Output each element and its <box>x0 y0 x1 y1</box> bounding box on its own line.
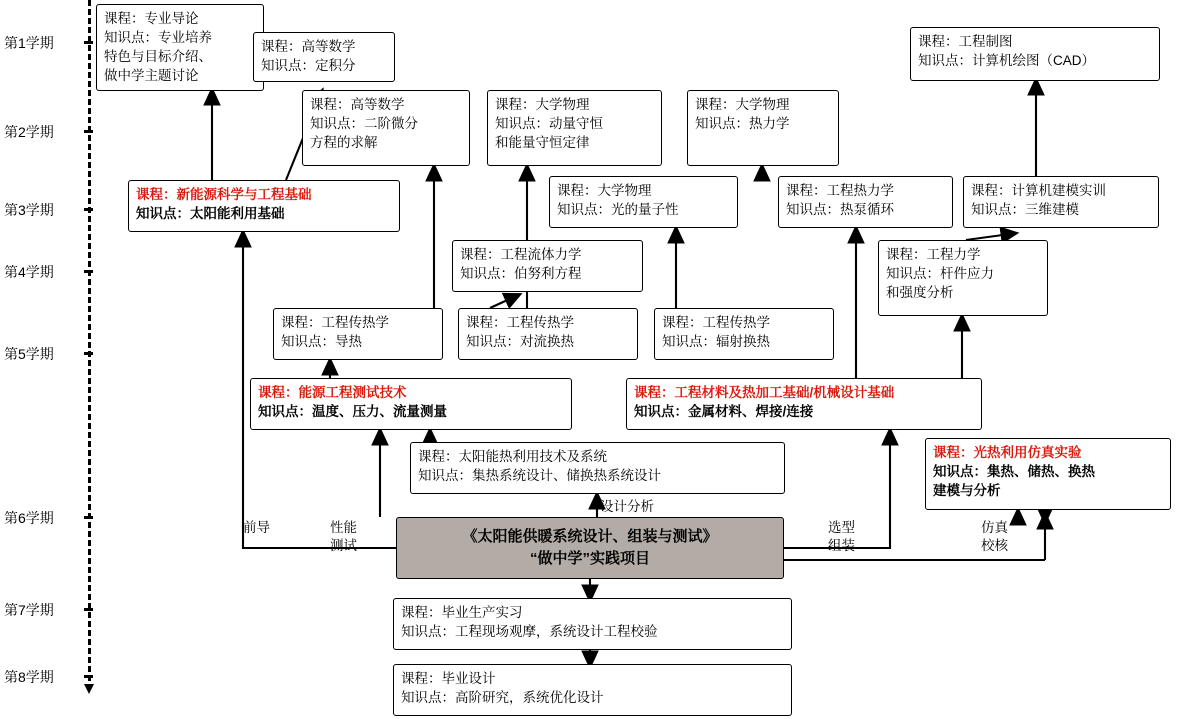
edge-label-performance-test-line-1: 性能 <box>330 520 357 535</box>
box-materials-and-machine-design-line-2 <box>634 402 974 421</box>
edge-label-prerequisite-line-1: 前导 <box>243 520 270 535</box>
box-energy-testing-tech-value-1: 能源工程测试技术 <box>298 385 407 400</box>
edge-label-simulation-check-line-1: 仿真 <box>981 520 1008 535</box>
box-solar-thermal-simulation-line-2 <box>933 462 1163 481</box>
box-solar-thermal-simulation[interactable] <box>925 438 1171 510</box>
box-graduation-internship[interactable] <box>393 598 792 650</box>
edge-label-prerequisite <box>243 519 270 537</box>
box-university-physics-thermo-line-1 <box>695 95 831 114</box>
box-university-physics-quantum-value-2: 光的量子性 <box>611 202 679 218</box>
box-solar-thermal-systems-key-2: 知识点： <box>418 468 472 484</box>
semester-label-5: 第5学期 <box>4 346 54 362</box>
box-engineering-thermodynamics-key-2: 知识点： <box>786 202 840 218</box>
box-university-physics-momentum-line-3 <box>495 133 654 152</box>
box-graduation-internship-key-1: 课程： <box>401 605 442 620</box>
box-computer-modeling-training-line-1 <box>971 181 1151 200</box>
box-solar-thermal-systems-key-1: 课程： <box>418 449 459 464</box>
box-solar-thermal-simulation-line-1 <box>933 443 1163 462</box>
box-professional-intro-value-1: 专业导论 <box>144 11 199 26</box>
box-university-physics-momentum-value-3: 和能量守恒定律 <box>495 135 590 151</box>
semester-label-2: 第2学期 <box>4 124 54 140</box>
semester-label-3: 第3学期 <box>4 202 54 218</box>
box-materials-and-machine-design-key-2: 知识点： <box>634 404 688 420</box>
box-heat-transfer-convection-key-1: 课程： <box>466 315 507 330</box>
box-professional-intro-line-3 <box>104 47 256 66</box>
box-university-physics-momentum-key-1: 课程： <box>495 97 536 112</box>
box-graduation-design-key-1: 课程： <box>401 671 442 686</box>
box-engineering-drawing-key-1: 课程： <box>918 34 959 49</box>
box-engineering-mechanics-key-1: 课程： <box>886 247 927 262</box>
box-solar-thermal-simulation-value-3: 建模与分析 <box>933 483 1001 499</box>
box-university-physics-momentum-value-2: 动量守恒 <box>549 116 603 132</box>
edge-label-selection-assembly-line-1: 选型 <box>828 520 855 535</box>
box-engineering-mechanics[interactable] <box>878 240 1048 316</box>
box-energy-testing-tech-key-1: 课程： <box>258 385 299 400</box>
box-advanced-math-ode-line-2 <box>310 114 462 133</box>
box-heat-transfer-convection-value-2: 对流换热 <box>520 334 574 350</box>
box-energy-testing-tech[interactable] <box>250 378 572 430</box>
box-solar-thermal-systems-value-1: 太阳能热利用技术及系统 <box>458 449 607 464</box>
box-professional-intro-value-4: 做中学主题讨论 <box>104 68 199 84</box>
box-heat-transfer-convection[interactable] <box>458 308 638 360</box>
box-university-physics-quantum[interactable] <box>549 176 738 228</box>
box-graduation-internship-key-2: 知识点： <box>401 624 455 640</box>
box-materials-and-machine-design-key-1: 课程： <box>634 385 675 400</box>
box-heat-transfer-convection-key-2: 知识点： <box>466 334 520 350</box>
box-engineering-drawing-key-2: 知识点： <box>918 53 972 69</box>
box-fluid-mechanics[interactable] <box>452 240 643 292</box>
box-university-physics-thermo-line-2 <box>695 114 831 133</box>
box-heat-transfer-convection-line-1 <box>466 313 630 332</box>
box-advanced-math-integral-key-1: 课程： <box>261 39 302 54</box>
box-graduation-design-value-2: 高阶研究，系统优化设计 <box>455 690 604 706</box>
box-professional-intro-value-2: 专业培养 <box>158 30 212 46</box>
box-university-physics-thermo[interactable] <box>687 90 839 166</box>
box-engineering-thermodynamics[interactable] <box>778 176 953 228</box>
box-university-physics-momentum-line-2 <box>495 114 654 133</box>
box-engineering-thermodynamics-line-2 <box>786 200 945 219</box>
box-engineering-mechanics-line-2 <box>886 264 1040 283</box>
box-energy-testing-tech-key-2: 知识点： <box>258 404 312 420</box>
central-project-line2: “做中学”实践项目 <box>529 550 650 567</box>
box-graduation-design[interactable] <box>393 664 792 716</box>
box-solar-thermal-systems-value-2: 集热系统设计、储换热系统设计 <box>472 468 661 484</box>
box-advanced-math-integral[interactable] <box>253 32 395 82</box>
box-advanced-math-ode-key-2: 知识点： <box>310 116 364 132</box>
box-professional-intro[interactable] <box>96 4 264 91</box>
box-new-energy-basics[interactable] <box>128 180 400 232</box>
box-engineering-mechanics-line-3 <box>886 283 1040 302</box>
box-advanced-math-ode-value-2: 二阶微分 <box>364 116 418 132</box>
box-graduation-design-line-1 <box>401 669 784 688</box>
box-university-physics-quantum-line-1 <box>557 181 730 200</box>
box-graduation-design-value-1: 毕业设计 <box>441 671 496 686</box>
box-heat-transfer-conduction-key-2: 知识点： <box>281 334 335 350</box>
box-computer-modeling-training-value-2: 三维建模 <box>1025 202 1079 218</box>
box-advanced-math-ode-value-1: 高等数学 <box>350 97 405 112</box>
central-project-node[interactable] <box>396 517 784 579</box>
box-university-physics-quantum-key-1: 课程： <box>557 183 598 198</box>
box-engineering-mechanics-value-1: 工程力学 <box>926 247 981 262</box>
box-materials-and-machine-design[interactable] <box>626 378 982 430</box>
box-new-energy-basics-line-2 <box>136 204 392 223</box>
box-graduation-design-line-2 <box>401 688 784 707</box>
box-heat-transfer-radiation-key-2: 知识点： <box>662 334 716 350</box>
central-project-line1: 《太阳能供暖系统设计、组装与测试》 <box>462 528 718 546</box>
box-heat-transfer-radiation-line-1 <box>662 313 826 332</box>
box-heat-transfer-conduction-value-1: 工程传热学 <box>321 315 389 330</box>
box-university-physics-thermo-key-2: 知识点： <box>695 116 749 132</box>
box-fluid-mechanics-value-1: 工程流体力学 <box>500 247 582 262</box>
box-advanced-math-integral-key-2: 知识点： <box>261 58 315 74</box>
box-advanced-math-integral-value-1: 高等数学 <box>301 39 356 54</box>
box-heat-transfer-radiation-line-2 <box>662 332 826 351</box>
box-engineering-mechanics-value-3: 和强度分析 <box>886 285 954 301</box>
box-solar-thermal-systems[interactable] <box>410 442 785 494</box>
box-solar-thermal-systems-line-1 <box>418 447 777 466</box>
box-engineering-mechanics-value-2: 杆件应力 <box>940 266 994 282</box>
box-engineering-thermodynamics-value-2: 热泵循环 <box>840 202 894 218</box>
box-computer-modeling-training-line-2 <box>971 200 1151 219</box>
box-fluid-mechanics-value-2: 伯努利方程 <box>514 266 582 282</box>
box-engineering-mechanics-line-1 <box>886 245 1040 264</box>
edge-label-design-analysis-line-1: 设计分析 <box>600 499 654 514</box>
box-computer-modeling-training[interactable] <box>963 176 1159 228</box>
box-materials-and-machine-design-value-1: 工程材料及热加工基础/机械设计基础 <box>674 385 895 400</box>
box-engineering-thermodynamics-line-1 <box>786 181 945 200</box>
edge-label-performance-test-line-2: 测试 <box>330 538 357 554</box>
box-heat-transfer-conduction-line-1 <box>281 313 435 332</box>
box-graduation-internship-line-1 <box>401 603 784 622</box>
box-fluid-mechanics-line-1 <box>460 245 635 264</box>
box-advanced-math-integral-value-2: 定积分 <box>315 58 356 74</box>
box-university-physics-momentum-key-2: 知识点： <box>495 116 549 132</box>
semester-label-7: 第7学期 <box>4 602 54 618</box>
box-advanced-math-integral-line-1 <box>261 37 387 56</box>
box-university-physics-quantum-value-1: 大学物理 <box>597 183 652 198</box>
box-heat-transfer-conduction-line-2 <box>281 332 435 351</box>
semester-label-4: 第4学期 <box>4 264 54 280</box>
box-solar-thermal-simulation-line-3 <box>933 481 1163 500</box>
box-professional-intro-line-1 <box>104 9 256 28</box>
box-advanced-math-ode-key-1: 课程： <box>310 97 351 112</box>
edge-label-design-analysis <box>600 498 654 516</box>
box-solar-thermal-simulation-key-2: 知识点： <box>933 464 987 480</box>
box-engineering-drawing-value-1: 工程制图 <box>958 34 1013 49</box>
box-advanced-math-ode-line-1 <box>310 95 462 114</box>
box-university-physics-momentum[interactable] <box>487 90 662 166</box>
box-professional-intro-key-2: 知识点： <box>104 30 158 46</box>
box-energy-testing-tech-line-2 <box>258 402 564 421</box>
semester-label-6: 第6学期 <box>4 510 54 526</box>
box-heat-transfer-convection-value-1: 工程传热学 <box>506 315 574 330</box>
box-new-energy-basics-value-1: 新能源科学与工程基础 <box>176 187 312 202</box>
box-computer-modeling-training-value-1: 计算机建模实训 <box>1011 183 1106 198</box>
box-engineering-drawing-value-2: 计算机绘图（CAD） <box>972 53 1096 69</box>
box-professional-intro-line-2 <box>104 28 256 47</box>
box-advanced-math-ode-line-3 <box>310 133 462 152</box>
box-fluid-mechanics-line-2 <box>460 264 635 283</box>
box-professional-intro-line-4 <box>104 66 256 85</box>
box-engineering-drawing-line-2 <box>918 51 1152 70</box>
box-heat-transfer-radiation-value-2: 辐射换热 <box>716 334 770 350</box>
box-fluid-mechanics-key-1: 课程： <box>460 247 501 262</box>
box-engineering-thermodynamics-key-1: 课程： <box>786 183 827 198</box>
box-solar-thermal-systems-line-2 <box>418 466 777 485</box>
box-new-energy-basics-key-2: 知识点： <box>136 206 190 222</box>
semester-label-8: 第8学期 <box>4 669 54 685</box>
box-advanced-math-integral-line-2 <box>261 56 387 75</box>
box-new-energy-basics-key-1: 课程： <box>136 187 177 202</box>
box-advanced-math-ode-value-3: 方程的求解 <box>310 135 378 151</box>
box-graduation-design-key-2: 知识点： <box>401 690 455 706</box>
box-heat-transfer-conduction[interactable] <box>273 308 443 360</box>
box-professional-intro-value-3: 特色与目标介绍、 <box>104 49 212 65</box>
box-solar-thermal-simulation-value-2: 集热、储热、换热 <box>987 464 1095 480</box>
box-graduation-internship-value-1: 毕业生产实习 <box>441 605 523 620</box>
box-engineering-mechanics-key-2: 知识点： <box>886 266 940 282</box>
box-energy-testing-tech-value-2: 温度、压力、流量测量 <box>312 404 447 420</box>
box-university-physics-momentum-line-1 <box>495 95 654 114</box>
box-materials-and-machine-design-value-2: 金属材料、焊接/连接 <box>688 404 814 420</box>
box-engineering-drawing-line-1 <box>918 32 1152 51</box>
box-heat-transfer-radiation-value-1: 工程传热学 <box>702 315 770 330</box>
box-computer-modeling-training-key-1: 课程： <box>971 183 1012 198</box>
box-solar-thermal-simulation-key-1: 课程： <box>933 445 974 460</box>
box-university-physics-quantum-line-2 <box>557 200 730 219</box>
box-university-physics-thermo-key-1: 课程： <box>695 97 736 112</box>
box-engineering-drawing[interactable] <box>910 27 1160 81</box>
box-university-physics-momentum-value-1: 大学物理 <box>535 97 590 112</box>
box-new-energy-basics-line-1 <box>136 185 392 204</box>
box-computer-modeling-training-key-2: 知识点： <box>971 202 1025 218</box>
box-university-physics-quantum-key-2: 知识点： <box>557 202 611 218</box>
box-fluid-mechanics-key-2: 知识点： <box>460 266 514 282</box>
box-graduation-internship-value-2: 工程现场观摩，系统设计工程校验 <box>455 624 658 640</box>
box-heat-transfer-conduction-value-2: 导热 <box>335 334 362 350</box>
box-heat-transfer-radiation-key-1: 课程： <box>662 315 703 330</box>
box-engineering-thermodynamics-value-1: 工程热力学 <box>826 183 894 198</box>
edge-label-selection-assembly-line-2: 组装 <box>828 538 855 554</box>
box-heat-transfer-conduction-key-1: 课程： <box>281 315 322 330</box>
box-new-energy-basics-value-2: 太阳能利用基础 <box>190 206 285 222</box>
box-materials-and-machine-design-line-1 <box>634 383 974 402</box>
box-heat-transfer-radiation[interactable] <box>654 308 834 360</box>
semester-label-1: 第1学期 <box>4 35 54 51</box>
edge-label-simulation-check <box>981 519 1008 555</box>
box-professional-intro-key-1: 课程： <box>104 11 145 26</box>
box-advanced-math-ode[interactable] <box>302 90 470 166</box>
box-university-physics-thermo-value-2: 热力学 <box>749 116 790 132</box>
edge-label-performance-test <box>330 519 357 555</box>
edge-label-simulation-check-line-2: 校核 <box>981 538 1008 554</box>
box-heat-transfer-convection-line-2 <box>466 332 630 351</box>
box-graduation-internship-line-2 <box>401 622 784 641</box>
box-energy-testing-tech-line-1 <box>258 383 564 402</box>
edge-label-selection-assembly <box>828 519 855 555</box>
box-university-physics-thermo-value-1: 大学物理 <box>735 97 790 112</box>
box-solar-thermal-simulation-value-1: 光热利用仿真实验 <box>973 445 1082 460</box>
